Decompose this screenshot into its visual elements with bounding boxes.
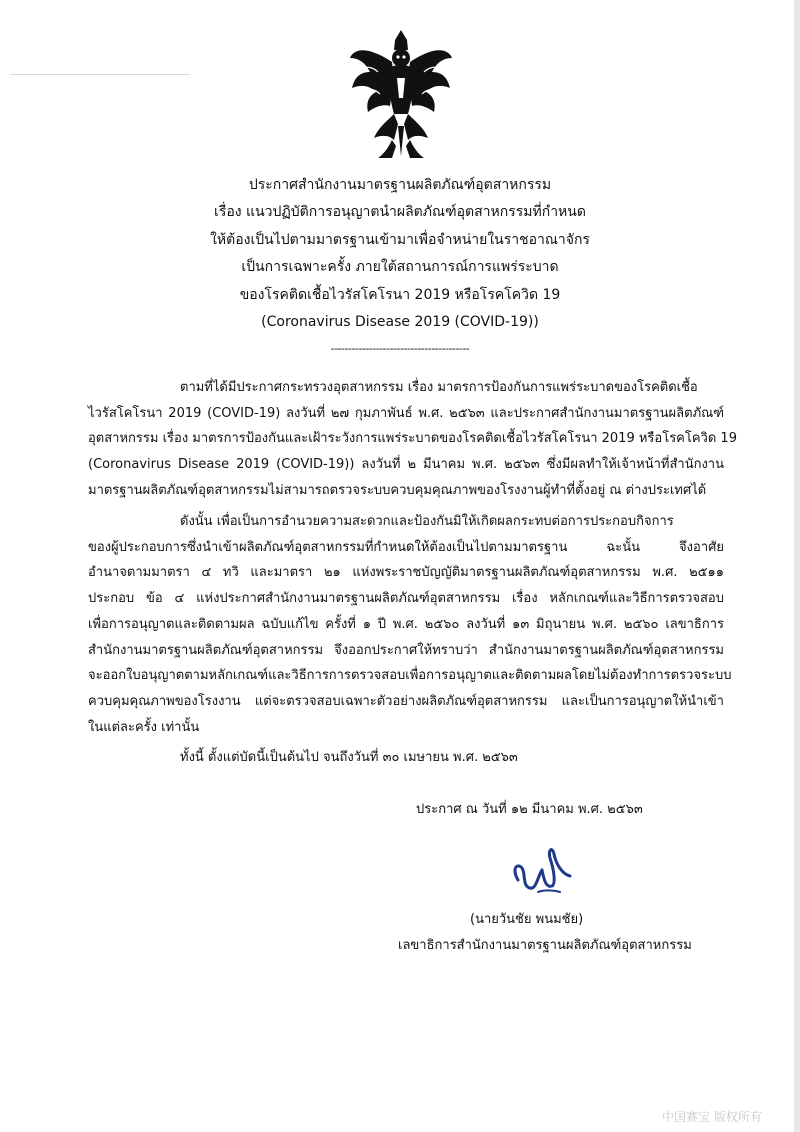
- paragraph-line: (Coronavirus Disease 2019 (COVID-19)) ลงวันที่ ๒ มีนาคม พ.ศ. ๒๕๖๓ ซึ่งมีผลทำให้เจ้าหน้าที่สำนักงาน: [88, 457, 724, 473]
- announce-date: ประกาศ ณ วันที่ ๑๒ มีนาคม พ.ศ. ๒๕๖๓: [416, 802, 643, 817]
- title-line: เรื่อง แนวปฏิบัติการอนุญาตนำผลิตภัณฑ์อุตสาหกรรมที่กำหนด: [214, 204, 586, 221]
- paragraph-line: ควบคุมคุณภาพของโรงงาน แต่จะตรวจสอบเฉพาะตัวอย่างผลิตภัณฑ์อุตสาหกรรม และเป็นการอนุญาตให้นำเข้า: [88, 693, 724, 709]
- signer-name: (นายวันชัย พนมชัย): [470, 912, 584, 927]
- scan-artifact-line: [10, 74, 190, 75]
- announcement-title: [120, 172, 680, 336]
- paragraph-line: ตามที่ได้มีประกาศกระทรวงอุตสาหกรรม เรื่อง มาตรการป้องกันการแพร่ระบาดของโรคติดเชื้อ: [180, 380, 698, 395]
- paragraph-line: ประกอบ ข้อ ๔ แห่งประกาศสำนักงานมาตรฐานผลิตภัณฑ์อุตสาหกรรม เรื่อง หลักเกณฑ์และวิธีการตรวจสอบ: [88, 591, 724, 607]
- title-line: ให้ต้องเป็นไปตามมาตรฐานเข้ามาเพื่อจำหน่ายในราชอาณาจักร: [210, 231, 590, 248]
- title-line: ของโรคติดเชื้อไวรัสโคโรนา 2019 หรือโรคโควิด 19: [239, 286, 561, 303]
- paragraph-line: มาตรฐานผลิตภัณฑ์อุตสาหกรรมไม่สามารถตรวจระบบควบคุมคุณภาพของโรงงานผู้ทำที่ตั้งอยู่ ณ ต่างประเทศได้: [88, 482, 707, 498]
- signer-title: เลขาธิการสำนักงานมาตรฐานผลิตภัณฑ์อุตสาหกรรม: [398, 938, 692, 953]
- paragraph-3: [88, 745, 724, 771]
- garuda-emblem-icon: [348, 28, 454, 160]
- signature-icon: [508, 840, 574, 896]
- paragraph-line: ในแต่ละครั้ง เท่านั้น: [88, 719, 200, 735]
- paragraph-line: ทั้งนี้ ตั้งแต่บัดนี้เป็นต้นไป จนถึงวันที่ ๓๐ เมษายน พ.ศ. ๒๕๖๓: [180, 750, 518, 765]
- paragraph-line: อำนาจตามมาตรา ๔ ทวิ และมาตรา ๒๑ แห่งพระราชบัญญัติมาตรฐานผลิตภัณฑ์อุตสาหกรรม พ.ศ. ๒๕๑๑: [88, 565, 724, 581]
- scan-edge: [794, 0, 800, 1132]
- paragraph-line: ของผู้ประกอบการซึ่งนำเข้าผลิตภัณฑ์อุตสาหกรรมที่กำหนดให้ต้องเป็นไปตามมาตรฐาน ฉะนั้น จึงอาศัย: [88, 539, 724, 555]
- paragraph-line: ดังนั้น เพื่อเป็นการอำนวยความสะดวกและป้องกันมิให้เกิดผลกระทบต่อการประกอบกิจการ: [180, 514, 674, 529]
- title-line: เป็นการเฉพาะครั้ง ภายใต้สถานการณ์การแพร่ระบาด: [241, 259, 559, 276]
- title-line: ประกาศสำนักงานมาตรฐานผลิตภัณฑ์อุตสาหกรรม: [248, 177, 552, 193]
- paragraph-1: [88, 375, 737, 504]
- paragraph-line: เพื่อการอนุญาตและติดตามผล ฉบับแก้ไข ครั้งที่ ๑ ปี พ.ศ. ๒๕๖๐ ลงวันที่ ๑๓ มิถุนายน พ.ศ. ๒๕๖๐ เลขาธิการ: [88, 616, 724, 632]
- watermark-text: 中国赛宝 版权所有: [662, 1110, 762, 1124]
- title-separator: ----------------------------------------: [330, 342, 470, 355]
- paragraph-line: สำนักงานมาตรฐานผลิตภัณฑ์อุตสาหกรรม จึงออกประกาศให้ทราบว่า สำนักงานมาตรฐานผลิตภัณฑ์อุตสาหกรรม: [88, 642, 724, 658]
- paragraph-line: ไวรัสโคโรนา 2019 (COVID-19) ลงวันที่ ๒๗ กุมภาพันธ์ พ.ศ. ๒๕๖๓ และประกาศสำนักงานมาตรฐานผลิตภัณฑ์: [88, 405, 724, 421]
- title-line: (Coronavirus Disease 2019 (COVID-19)): [261, 314, 539, 331]
- paragraph-2: [88, 509, 732, 740]
- paragraph-line: อุตสาหกรรม เรื่อง มาตรการป้องกันและเฝ้าระวังการแพร่ระบาดของโรคติดเชื้อไวรัสโคโรนา 2019 หรือโรคโควิด 19: [88, 431, 737, 447]
- paragraph-line: จะออกใบอนุญาตตามหลักเกณฑ์และวิธีการการตรวจสอบเพื่อการอนุญาตและติดตามผลโดยไม่ต้องทำการตรวจระบบ: [88, 668, 732, 684]
